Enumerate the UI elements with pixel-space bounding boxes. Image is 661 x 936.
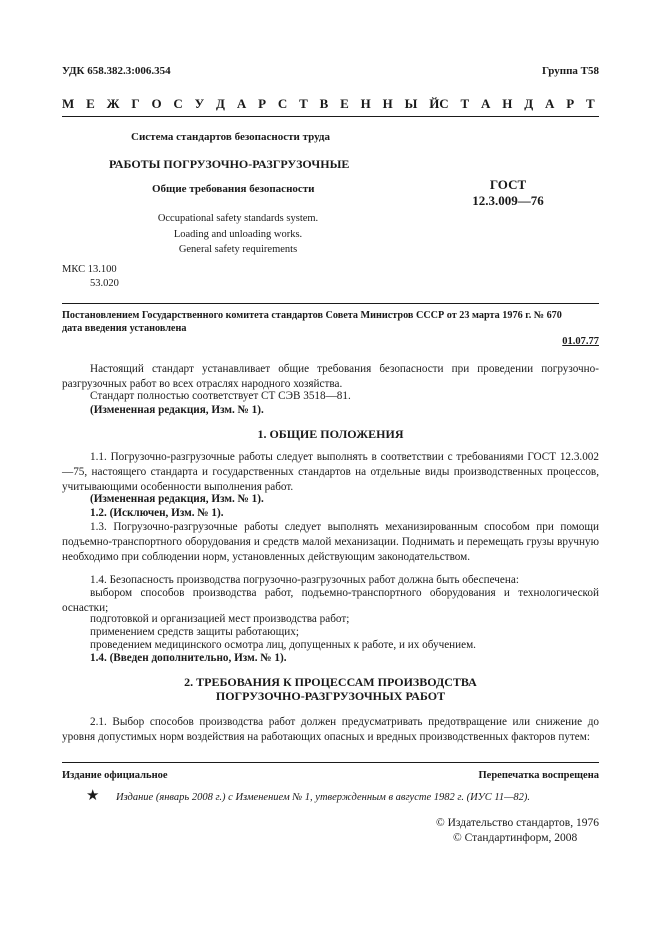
english-title <box>148 211 328 258</box>
english-title-line: Loading and unloading works. <box>173 228 303 240</box>
document-title: РАБОТЫ ПОГРУЗОЧНО-РАЗГРУЗОЧНЫЕ <box>109 157 350 171</box>
clause-1-3: 1.3. Погрузочно-разгрузочные работы следует выполнять механизированным способом при помощи подъемно-транспортного оборудования и средств малой механизации. Поднимать и перемещать грузы вручную необходимо при соблюдении норм, установленных действующим законодательством. <box>62 521 599 564</box>
udk-code: УДК 658.382.3:006.354 <box>62 65 171 77</box>
english-title-line: Occupational safety standards system. <box>157 213 319 224</box>
clause-1-4-item: подготовкой и организацией мест производства работ; <box>90 613 350 625</box>
footer-divider <box>62 762 599 763</box>
clause-2-1: 2.1. Выбор способов производства работ должен предусматривать предотвращение или снижение до уровня допустимых норм воздействия на работающих опасных и вредных производственных факторов путем: <box>62 716 599 744</box>
decree-date-label: дата введения установлена <box>62 323 187 334</box>
header-standart: С Т А Н Д А Р Т <box>439 96 599 111</box>
clause-1-4-item: применением средств защиты работающих; <box>90 626 299 638</box>
section-1-heading: 1. ОБЩИЕ ПОЛОЖЕНИЯ <box>257 427 404 441</box>
effective-date: 01.07.77 <box>562 336 599 347</box>
clause-1-4-item: проведением медицинского осмотра лиц, допущенных к работе, и их обучением. <box>90 639 476 651</box>
copyright-line: © Стандартинформ, 2008 <box>452 832 578 844</box>
decree-text: Постановлением Государственного комитета стандартов Совета Министров СССР от 23 марта 1976 г. № 670 <box>62 310 562 321</box>
edition-info: Издание (январь 2008 г.) с Изменением № 1, утвержденным в августе 1982 г. (ИУС 11—82). <box>116 792 531 803</box>
english-title-line: General safety requirements <box>178 244 298 255</box>
clause-1-4-item: выбором способов производства работ, подъемно-транспортного оборудования и технологической оснастки; <box>62 587 599 615</box>
system-title: Система стандартов безопасности труда <box>131 131 330 143</box>
clause-1-1-note: (Измененная редакция, Изм. № 1). <box>90 493 264 505</box>
clause-1-4: 1.4. Безопасность производства погрузочно-разгрузочных работ должна быть обеспечена: <box>90 574 519 586</box>
header-mezhgos: М Е Ж Г О С У Д А Р С Т В Е Н Н Ы Й <box>62 96 444 111</box>
document-subtitle: Общие требования безопасности <box>152 183 315 195</box>
reprint-prohibited: Перепечатка воспрещена <box>478 770 599 781</box>
gost-label: ГОСТ <box>489 177 527 192</box>
star-icon: ★ <box>86 788 100 804</box>
section-2-heading-line: 2. ТРЕБОВАНИЯ К ПРОЦЕССАМ ПРОИЗВОДСТВА <box>184 675 477 689</box>
mks-code: МКС 13.100 <box>62 264 117 275</box>
clause-1-1: 1.1. Погрузочно-разгрузочные работы следует выполнять в соответствии с требованиями ГОСТ 12.3.002—75, настоящего стандарта и государственных стандартов на отдельные виды производственных процессов, учитывающими особенности выполнения работ. <box>62 451 599 494</box>
gost-number: 12.3.009—76 <box>472 193 544 208</box>
section-2-heading <box>62 675 599 703</box>
official-edition: Издание официальное <box>62 770 168 781</box>
decree-divider <box>62 303 599 304</box>
group-code: Группа Т58 <box>541 65 599 77</box>
intro-amendment-note: (Измененная редакция, Изм. № 1). <box>90 404 264 416</box>
clause-1-4-note: 1.4. (Введен дополнительно, Изм. № 1). <box>90 652 287 664</box>
intro-paragraph: Стандарт полностью соответствует СТ СЭВ 3518—81. <box>90 390 351 402</box>
intro-paragraph: Настоящий стандарт устанавливает общие требования безопасности при проведении погрузочно-разгрузочных работ во всех отраслях народного хозяйства. <box>62 363 599 391</box>
mks-code: 53.020 <box>90 278 119 289</box>
clause-1-2: 1.2. (Исключен, Изм. № 1). <box>90 507 224 519</box>
header-divider <box>62 116 599 117</box>
copyright-line: © Издательство стандартов, 1976 <box>435 817 599 829</box>
copyright-block <box>436 816 599 846</box>
gost-designation <box>468 177 548 209</box>
section-2-heading-line: ПОГРУЗОЧНО-РАЗГРУЗОЧНЫХ РАБОТ <box>215 689 446 703</box>
mks-codes <box>62 263 119 291</box>
